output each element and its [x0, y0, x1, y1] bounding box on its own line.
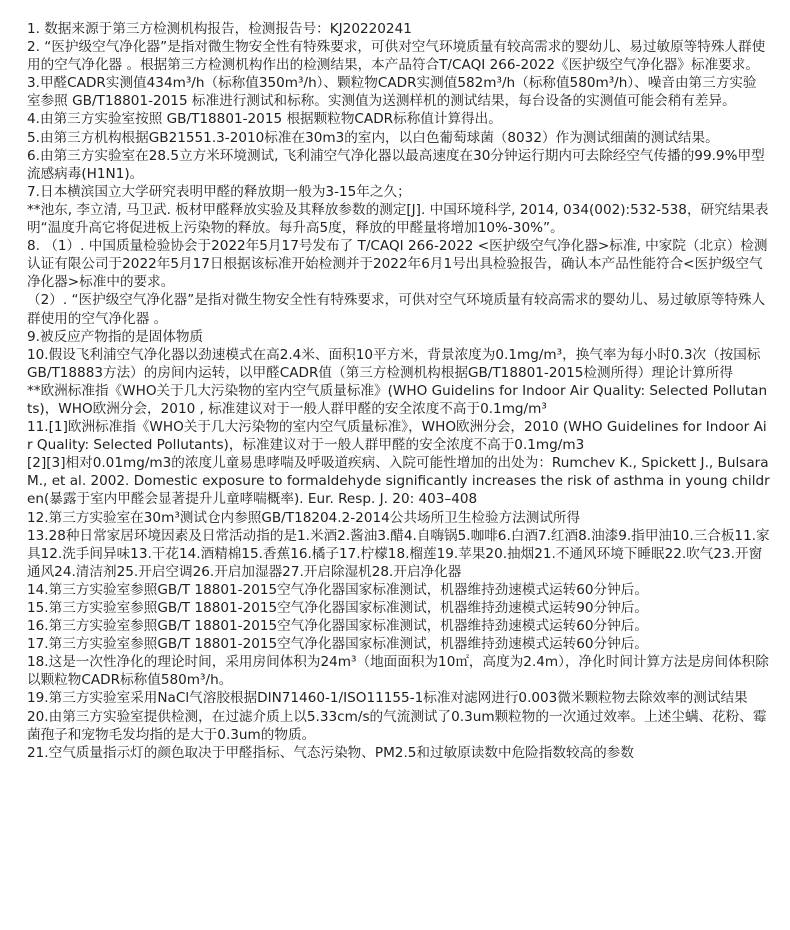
- footnote-21: 21.空气质量指示灯的颜色取决于甲醛指标、气态污染物、PM2.5和过敏原读数中危险指数较高的参数: [27, 744, 634, 761]
- footnote-18: 18.这是一次性净化的理论时间，采用房间体积为24m³（地面面积为10㎡，高度为2.4m），净化时间计算方法是房间体积除以颗粒物CADR标称值580m³/h。: [27, 654, 769, 689]
- footnote-6: 6.由第三方实验室在28.5立方米环境测试, 飞利浦空气净化器以最高速度在30分钟运行期内可去除经空气传播的99.9%甲型流感病毒(H1N1)。: [27, 147, 765, 182]
- footnote-3: 3.甲醛CADR实测值434m³/h（标称值350m³/h）、颗粒物CADR实测值582m³/h（标称值580m³/h）、噪音由第三方实验室参照 GB/T18801-2015 标准进行测试和标称。实测值为送测样机的测试结果，每台设备的实测值可能会稍有差异。: [27, 75, 757, 110]
- footnote-7: 7.日本横滨国立大学研究表明甲醛的释放期一般为3-15年之久；: [27, 183, 411, 200]
- footnote-2: 2. “医护级空气净化器”是指对微生物安全性有特殊要求，可供对空气环境质量有较高需求的婴幼儿、易过敏原等特殊人群使用的空气净化器 。根据第三方检测机构作出的检测结果，本产品符合T/CAQI 266-2022《医护级空气净化器》标准要求。: [27, 39, 766, 74]
- footnote-9: 9.被反应产物指的是固体物质: [27, 328, 204, 345]
- footnote-10-reference: **欧洲标准指《WHO关于几大污染物的室内空气质量标准》(WHO Guidelins for Indoor Air Quality: Selected Pollutants)，WHO欧洲分会，2010 , 标准建议对于一般人群甲醛的安全浓度不高于0.1mg/m³: [27, 382, 768, 417]
- footnote-17: 17.第三方实验室参照GB/T 18801-2015空气净化器国家标准测试，机器维持劲速模式运转60分钟后。: [27, 636, 648, 653]
- footnote-13: 13.28种日常家居环境因素及日常活动指的是1.米酒2.酱油3.醋4.自嗨锅5.咖啡6.白酒7.红酒8.油漆9.指甲油10.三合板11.家具12.洗手间异味13.干花14.酒精棉15.香蕉16.橘子17.柠檬18.榴莲19.苹果20.抽烟21.不通风环境下睡眠22.吹气23.开窗通风24.清洁剂25.开启空调26.开启加湿器27.开启除湿机28.开启净化器: [27, 527, 770, 580]
- footnote-4: 4.由第三方实验室按照 GB/T18801-2015 根据颗粒物CADR标称值计算得出。: [27, 111, 502, 128]
- footnote-10: 10.假设飞利浦空气净化器以劲速模式在高2.4米、面积10平方米，背景浓度为0.1mg/m³，换气率为每小时0.3次（按国标GB/T18883方法）的房间内运转，以甲醛CADR值（第三方检测机构根据GB/T18801-2015检测所得）理论计算所得: [27, 346, 761, 381]
- footnote-7-reference: **池东, 李立清, 马卫武. 板材甲醛释放实验及其释放参数的测定[J]. 中国环境科学, 2014, 034(002):532-538，研究结果表明“温度升高它将促进板上污染物的释放。每升高5度，释放的甲醛量将增加10%-30%”。: [27, 201, 769, 237]
- footnote-20: 20.由第三方实验室提供检测，在过滤介质上以5.33cm/s的气流测试了0.3um颗粒物的一次通过效率。上述尘螨、花粉、霉菌孢子和宠物毛发均指的是大于0.3um的物质。: [27, 708, 767, 743]
- footnote-8-2: （2）. “医护级空气净化器”是指对微生物安全性有特殊要求，可供对空气环境质量有较高需求的婴幼儿、易过敏原等特殊人群使用的空气净化器 。: [27, 292, 766, 327]
- footnote-19: 19.第三方实验室采用NaCl气溶胶根据DIN71460-1/ISO11155-1标准对滤网进行0.003微米颗粒物去除效率的测试结果: [27, 690, 748, 707]
- footnote-14: 14.第三方实验室参照GB/T 18801-2015空气净化器国家标准测试，机器维持劲速模式运转60分钟后。: [27, 581, 648, 598]
- footnote-12: 12.第三方实验室在30m³测试仓内参照GB/T18204.2-2014公共场所卫生检验方法测试所得: [27, 509, 581, 526]
- footnote-15: 15.第三方实验室参照GB/T 18801-2015空气净化器国家标准测试，机器维持劲速模式运转90分钟后。: [27, 600, 648, 616]
- footnote-5: 5.由第三方机构根据GB21551.3-2010标准在30m3的室内，以白色葡萄球菌（8032）作为测试细菌的测试结果。: [27, 129, 719, 146]
- footnote-11: 11.[1]欧洲标准指《WHO关于几大污染物的室内空气质量标准》，WHO欧洲分会，2010 (WHO Guidelines for Indoor Air Quality: Selected Pollutants)，标准建议对于一般人群甲醛的安全浓度不高于0.1mg/m3: [27, 419, 767, 454]
- footnote-1: 1. 数据来源于第三方检测机构报告，检测报告号：KJ20220241: [27, 21, 412, 37]
- footnote-16: 16.第三方实验室参照GB/T 18801-2015空气净化器国家标准测试，机器维持劲速模式运转60分钟后。: [27, 618, 648, 635]
- footnote-11-reference: [2][3]相对0.01mg/m3的浓度儿童易患哮喘及呼吸道疾病、入院可能性增加的出处为：Rumchev K., Spickett J., Bulsara M., et al. 2002. Domestic exposure to formaldehyde significantly increases the risk of asthma in young children(暴露于室内甲醛会显著提升儿童哮喘概率). Eur. Resp. J. 20: 403–408: [27, 455, 770, 508]
- footnote-8-1: 8. （1）. 中国质量检验协会于2022年5月17号发布了 T/CAQI 266-2022 <医护级空气净化器>标准, 中家院（北京）检测认证有限公司于2022年5月17日根据该标准开始检测并于2022年6月1号出具检验报告，确认本产品性能符合<医护级空气净化器>标准中的要求。: [27, 238, 768, 291]
